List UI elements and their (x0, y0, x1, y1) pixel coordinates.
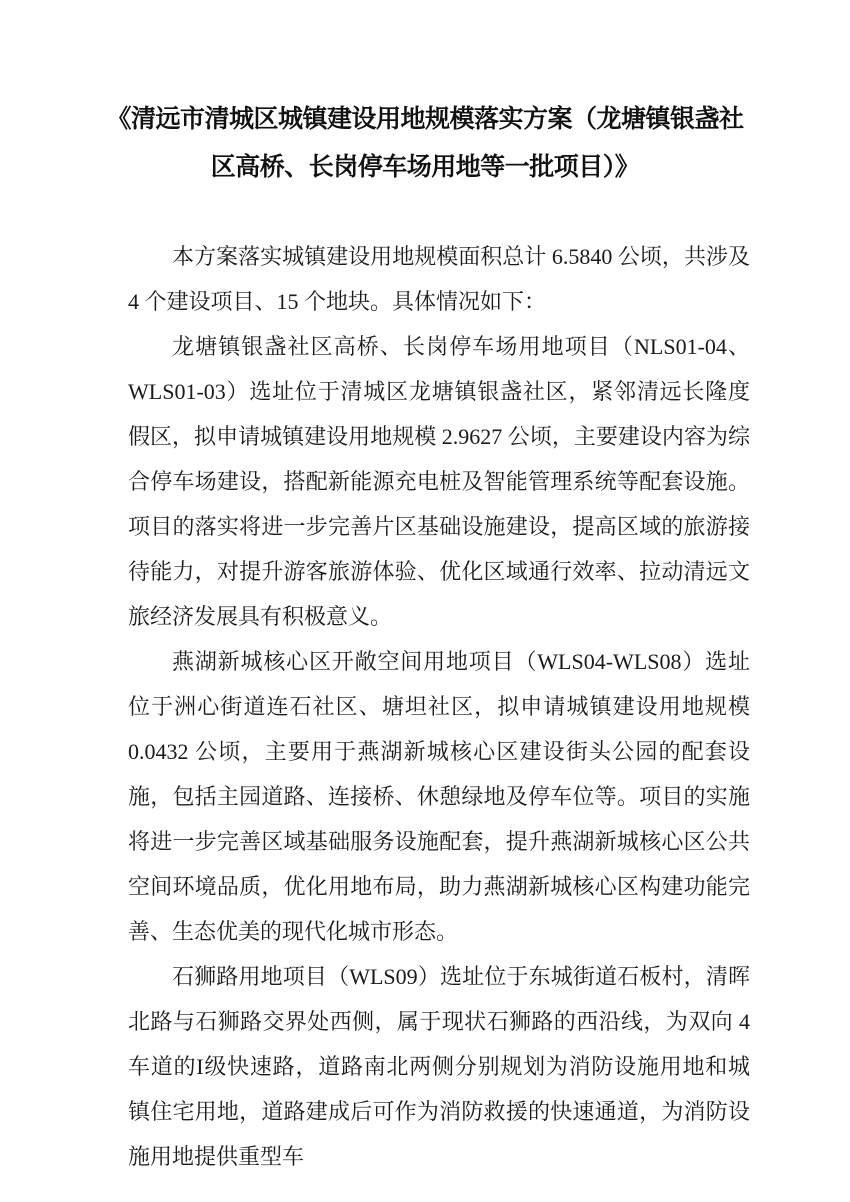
title-line-2: 区高桥、长岗停车场用地等一批项目）》 (210, 154, 640, 181)
document-title (0, 0, 850, 192)
paragraph-longtang-parking-project: 龙塘镇银盏社区高桥、长岗停车场用地项目（NLS01-04、WLS01-03）选址位于清城区龙塘镇银盏社区，紧邻清远长隆度假区，拟申请城镇建设用地规模 2.9627 公顷，主要建设内容为综合停车场建设，搭配新能源充电桩及智能管理系统等配套设施。项目的落实将进一步完善片区基础设施建设，提高区域的旅游接待能力，对提升游客旅游体验、优化区域通行效率、拉动清远文旅经济发展具有积极意义。 (128, 334, 750, 629)
paragraph-shishi-road-project: 石狮路用地项目（WLS09）选址位于东城街道石板村，清晖北路与石狮路交界处西侧，属于现状石狮路的西沿线，为双向 4 车道的I级快速路，道路南北两侧分别规划为消防设施用地和城镇住宅用地，道路建成后可作为消防救援的快速通道，为消防设施用地提供重型车 (128, 964, 750, 1169)
paragraph-summary: 本方案落实城镇建设用地规模面积总计 6.5840 公顷，共涉及 4 个建设项目、15 个地块。具体情况如下： (128, 244, 750, 314)
document-body (0, 234, 850, 1179)
title-line-1: 《清远市清城区城镇建设用地规模落实方案（龙塘镇银盏社 (106, 106, 744, 133)
paragraph-yanhu-open-space-project: 燕湖新城核心区开敞空间用地项目（WLS04-WLS08）选址位于洲心街道连石社区、塘坦社区，拟申请城镇建设用地规模 0.0432 公顷，主要用于燕湖新城核心区建设街头公园的配套设施，包括主园道路、连接桥、休憩绿地及停车位等。项目的实施将进一步完善区域基础服务设施配套，提升燕湖新城核心区公共空间环境品质，优化用地布局，助力燕湖新城核心区构建功能完善、生态优美的现代化城市形态。 (128, 649, 750, 944)
